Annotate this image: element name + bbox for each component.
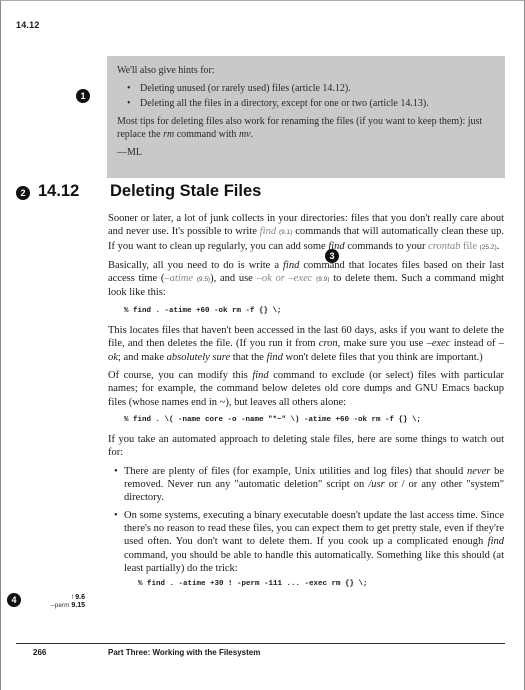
cron-term: cron [318, 338, 338, 350]
intro-bullet: • Deleting all the files in a directory, except for one or two (article 14.13). [117, 97, 495, 111]
text: Sooner or later, a lot of junk collects in your directories: files that you don't really care about and never use. It's possible to write [108, 213, 504, 238]
text: that the [230, 351, 267, 363]
callout-3: 3 [325, 249, 339, 263]
find-term: find [487, 536, 504, 548]
emphasis: absolutely sure [166, 351, 231, 363]
code-example-1: % find . -atime +60 -ok rm -f {} \; [124, 306, 282, 315]
intro-tip [117, 115, 495, 142]
tip-text: Most tips for deleting files also work for renaming the files (if you want to keep them): just replace the [117, 115, 483, 140]
margin-ref-line[interactable] [25, 594, 85, 602]
paragraph-3 [108, 324, 504, 364]
section-heading [38, 182, 261, 201]
caveat-list [108, 465, 504, 592]
exec-term: –exec [426, 338, 451, 350]
text: command that locates files based on their last access time ( [108, 259, 504, 285]
callout-2: 2 [16, 186, 30, 200]
text: won't delete files that you think are important.) [282, 351, 483, 363]
margin-symbol: ! [71, 594, 74, 601]
text: be removed. Never run any "automatic deletion" script on [124, 465, 504, 491]
callout-1: 1 [76, 89, 90, 103]
path-term: /usr [368, 479, 385, 491]
find-term: find [266, 351, 283, 363]
tip-cmd-rm: rm [163, 129, 175, 140]
ok-term: –ok [108, 338, 504, 363]
tip-text: . [250, 129, 254, 140]
text: instead of [450, 338, 499, 350]
text: commands that will automatically clean these up. If you want to clean up regularly, you can add some [108, 226, 504, 252]
section-number: 14.12 [38, 182, 80, 200]
text: . [496, 240, 500, 252]
text: There are plenty of files (for example, Unix utilities and log files) that should [124, 465, 468, 477]
paragraph-1 [108, 212, 504, 254]
margin-ref-line[interactable] [25, 602, 85, 610]
caveat-item [108, 465, 504, 505]
ok-exec-link[interactable]: –ok or –exec [256, 273, 313, 285]
intro-lead: We'll also give hints for: [117, 65, 215, 76]
tip-text: command with [174, 129, 239, 140]
crontab-link[interactable]: crontab [428, 240, 461, 252]
find-link[interactable]: find [259, 226, 277, 238]
xref[interactable]: (25.2) [479, 243, 497, 251]
text: to delete them. Such a command might look like this: [108, 273, 505, 299]
intro-signature: —ML [117, 146, 142, 158]
intro-box [107, 56, 505, 178]
margin-ref: 9.15 [71, 602, 85, 609]
find-term: find [283, 259, 300, 271]
emphasis: never [467, 465, 491, 477]
margin-ref: 9.6 [75, 594, 85, 601]
xref[interactable]: (9.1) [278, 229, 293, 237]
code-example-3: % find . -atime +30 ! -perm -111 ... -exec rm {} \; [138, 580, 368, 589]
code-example-2: % find . \( -name core -o -name "*~" \) -atime +60 -ok rm -f {} \; [124, 415, 422, 424]
text: command to exclude (or select) files with particular names; for example, the command below deletes old core dumps and GNU Emacs backup files (whose names end in ~), but leaves all others alone: [108, 369, 504, 408]
text: ; and make [117, 351, 167, 363]
file-link[interactable]: file [460, 240, 477, 252]
tip-cmd-mv: mv [238, 129, 251, 140]
text: command, you should be able to handle this automatically. Something like this should (at least partially) do the trick: [124, 549, 504, 574]
paragraph-2 [108, 259, 504, 300]
paragraph-4 [108, 369, 504, 409]
text: commands to your [344, 240, 429, 252]
article-body [108, 212, 504, 597]
caveat-item [108, 509, 504, 592]
text: Of course, you can modify this [108, 369, 253, 381]
section-title: Deleting Stale Files [110, 182, 262, 200]
atime-link[interactable]: –atime [164, 273, 193, 285]
footer-rule [16, 643, 505, 644]
part-title: Part Three: Working with the Filesystem [108, 648, 261, 657]
callout-4: 4 [7, 593, 21, 607]
chapter-number: 14.12 [16, 20, 40, 30]
xref[interactable]: (9.9) [316, 276, 330, 284]
text: Basically, all you need to do is write a [108, 259, 284, 271]
margin-symbol: –perm [51, 602, 70, 609]
intro-bullet: • Deleting unused (or rarely used) files (article 14.12). [117, 82, 495, 96]
text: or / or any other "system" directory. [124, 479, 504, 504]
intro-bullet-list [117, 82, 495, 111]
xref[interactable]: (9.5) [196, 276, 211, 284]
text: , make sure you use [337, 338, 427, 350]
text: On some systems, executing a binary executable doesn't update the last access time. Since there's no reason to read these files, you can expect them to get pretty stale, even if they're used often. You don't want to delete them. If you cook up a complicated enough [124, 509, 504, 548]
margin-cross-reference [25, 594, 85, 610]
find-term: find [328, 240, 345, 252]
text: This locates files that haven't been accessed in the last 60 days, asks if you want to delete the file, and then deletes the file. (If you run it from [108, 325, 504, 350]
page-number: 266 [33, 648, 47, 657]
find-term: find [252, 369, 269, 381]
text: ), and use [210, 273, 257, 285]
paragraph-5: If you take an automated approach to deleting stale files, here are some things to watch out for: [108, 434, 504, 459]
